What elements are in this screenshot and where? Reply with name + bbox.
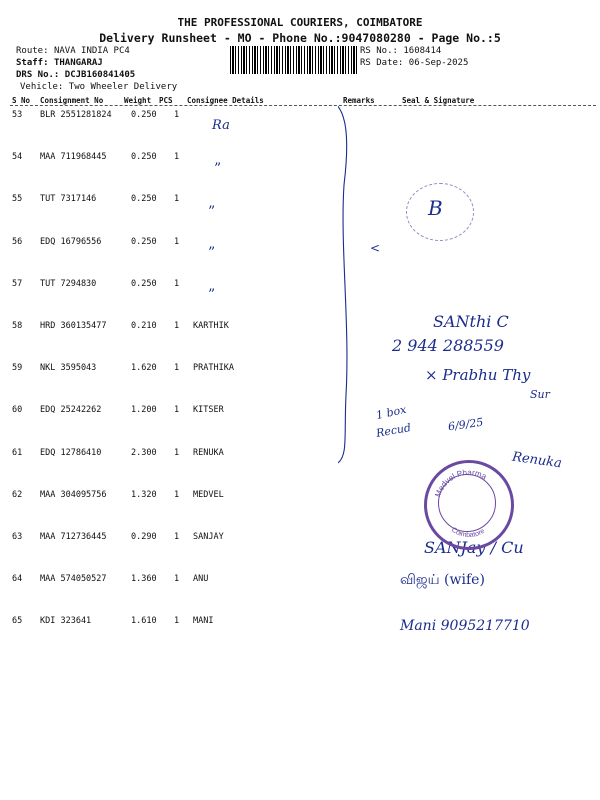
row-weight: 0.250	[131, 278, 157, 289]
handwriting-63: SANJay / Cu	[424, 538, 524, 557]
handwriting-58-name: SANthi C	[433, 312, 509, 331]
svg-text:Coimbatore	[450, 527, 486, 540]
row-weight: 0.250	[131, 152, 157, 163]
row-weight: 1.200	[131, 405, 157, 416]
barcode	[230, 46, 358, 74]
row-consignee: MANI	[193, 616, 214, 627]
row-consignment: EDQ 12786410	[40, 447, 102, 458]
row-weight: 0.250	[131, 110, 157, 120]
handwriting-58-phone: 2 944 288559	[392, 336, 504, 355]
drs-label: DRS No.:	[16, 70, 60, 80]
row-consignment: TUT 7294830	[40, 278, 97, 289]
row-consignee: MEDVEL	[193, 489, 224, 500]
route-value: NAVA INDIA PC4	[53, 46, 130, 56]
col-sno: S No	[12, 96, 31, 105]
handwriting-60-box: 1 box	[374, 402, 408, 423]
medvel-stamp	[424, 460, 514, 550]
vehicle-value: Two Wheeler Delivery	[68, 82, 178, 92]
row-weight: 0.210	[131, 321, 157, 331]
row-sno: 56	[12, 236, 23, 247]
row-sno: 55	[12, 194, 23, 205]
row-weight: 1.320	[131, 489, 157, 500]
row-consignment: EDQ 16796556	[40, 236, 102, 247]
col-seal: Seal & Signature	[402, 96, 475, 105]
row-consignment: KDI 323641	[40, 616, 92, 627]
row-sno: 54	[12, 152, 23, 163]
row-sno: 53	[12, 110, 23, 120]
row-weight: 0.290	[131, 532, 157, 542]
row-consignee: KARTHIK	[193, 321, 229, 331]
row-pcs: 1	[174, 447, 180, 458]
rs-no-line	[360, 46, 441, 56]
handwriting-60-date: 6/9/25	[447, 415, 485, 434]
row-sno: 63	[12, 532, 23, 542]
row-pcs: 1	[174, 489, 180, 500]
rs-no-label: RS No.:	[360, 46, 398, 56]
vehicle-line	[20, 82, 177, 92]
row-pcs: 1	[174, 278, 180, 289]
handwriting-54: ”	[214, 161, 222, 177]
rs-no-value: 1608414	[403, 46, 442, 56]
row-consignee: SANJAY	[193, 532, 224, 542]
route-label: Route:	[16, 46, 49, 56]
col-remarks: Remarks	[343, 96, 375, 105]
staff-line	[16, 58, 103, 68]
row-consignment: EDQ 25242262	[40, 405, 102, 416]
row-pcs: 1	[174, 405, 180, 416]
staff-value: THANGARAJ	[53, 58, 103, 68]
remarks-pen-stroke	[338, 95, 368, 465]
row-sno: 59	[12, 363, 23, 374]
row-consignment: MAA 712736445	[40, 532, 107, 542]
row-sno: 58	[12, 321, 23, 331]
handwriting-53: Ra	[212, 118, 230, 133]
row-pcs: 1	[174, 363, 180, 374]
row-consignee: RENUKA	[193, 447, 224, 458]
row-weight: 0.250	[131, 194, 157, 205]
drs-value: DCJB160841405	[64, 70, 136, 80]
col-pcs: PCS	[159, 96, 173, 105]
remarks-arrow-mark: <	[370, 241, 381, 255]
row-weight: 2.300	[131, 447, 157, 458]
row-sno: 60	[12, 405, 23, 416]
row-consignment: HRD 360135477	[40, 321, 107, 331]
row-pcs: 1	[174, 236, 180, 247]
row-pcs: 1	[174, 321, 180, 331]
row-consignment: MAA 711968445	[40, 152, 107, 163]
row-pcs: 1	[174, 152, 180, 163]
handwriting-59: × Prabhu Thy	[425, 366, 531, 384]
row-consignee: PRATHIKA	[193, 363, 234, 374]
handwriting-56: ”	[208, 245, 216, 261]
row-consignment: TUT 7317146	[40, 194, 97, 205]
row-consignment: NKL 3595043	[40, 363, 97, 374]
route-line	[16, 46, 130, 56]
vehicle-label: Vehicle:	[20, 82, 64, 92]
row-consignee: KITSER	[193, 405, 224, 416]
handwriting-59-suffix: Sur	[530, 388, 550, 401]
company-title: THE PROFESSIONAL COURIERS, COIMBATORE	[177, 16, 423, 29]
handwriting-64: விஜய் (wife)	[400, 572, 485, 588]
handwriting-60-recvd: Recud	[375, 421, 412, 440]
row-consignment: BLR 2551281824	[40, 110, 112, 120]
row-pcs: 1	[174, 574, 180, 585]
row-pcs: 1	[174, 110, 180, 120]
handwriting-57: ”	[208, 287, 216, 303]
stamp-main-text: Medvel Pharma	[433, 467, 489, 499]
stamp-ring-text	[427, 463, 511, 547]
row-weight: 1.360	[131, 574, 157, 585]
row-weight: 1.610	[131, 616, 157, 627]
handwriting-55: ”	[208, 204, 216, 220]
handwriting-65: Mani 9095217710	[400, 618, 530, 634]
stamp-signature: B	[428, 196, 443, 220]
row-sno: 57	[12, 278, 23, 289]
row-sno: 61	[12, 447, 23, 458]
row-pcs: 1	[174, 616, 180, 627]
col-weight: Weight	[124, 96, 152, 105]
drs-line	[16, 70, 135, 80]
handwriting-61: Renuka	[511, 449, 563, 472]
row-sno: 65	[12, 616, 23, 627]
col-consignment: Consignment No	[40, 96, 104, 105]
rs-date-line	[360, 58, 468, 68]
row-consignment: MAA 304095756	[40, 489, 107, 500]
header-divider	[10, 105, 596, 106]
staff-label: Staff:	[16, 58, 49, 68]
rs-date-value: 06-Sep-2025	[408, 58, 469, 68]
row-pcs: 1	[174, 532, 180, 542]
col-consignee: Consignee Details	[187, 96, 264, 105]
row-consignment: MAA 574050527	[40, 574, 107, 585]
row-consignee: ANU	[193, 574, 209, 585]
rs-date-label: RS Date:	[360, 58, 404, 68]
row-weight: 0.250	[131, 236, 157, 247]
row-pcs: 1	[174, 194, 180, 205]
svg-text:Medvel Pharma	[433, 468, 488, 498]
runsheet-subtitle: Delivery Runsheet - MO - Phone No.:9047080280 - Page No.:5	[99, 31, 501, 45]
row-sno: 64	[12, 574, 23, 585]
row-sno: 62	[12, 489, 23, 500]
stamp-sub-text: Coimbatore	[449, 526, 487, 540]
row-weight: 1.620	[131, 363, 157, 374]
